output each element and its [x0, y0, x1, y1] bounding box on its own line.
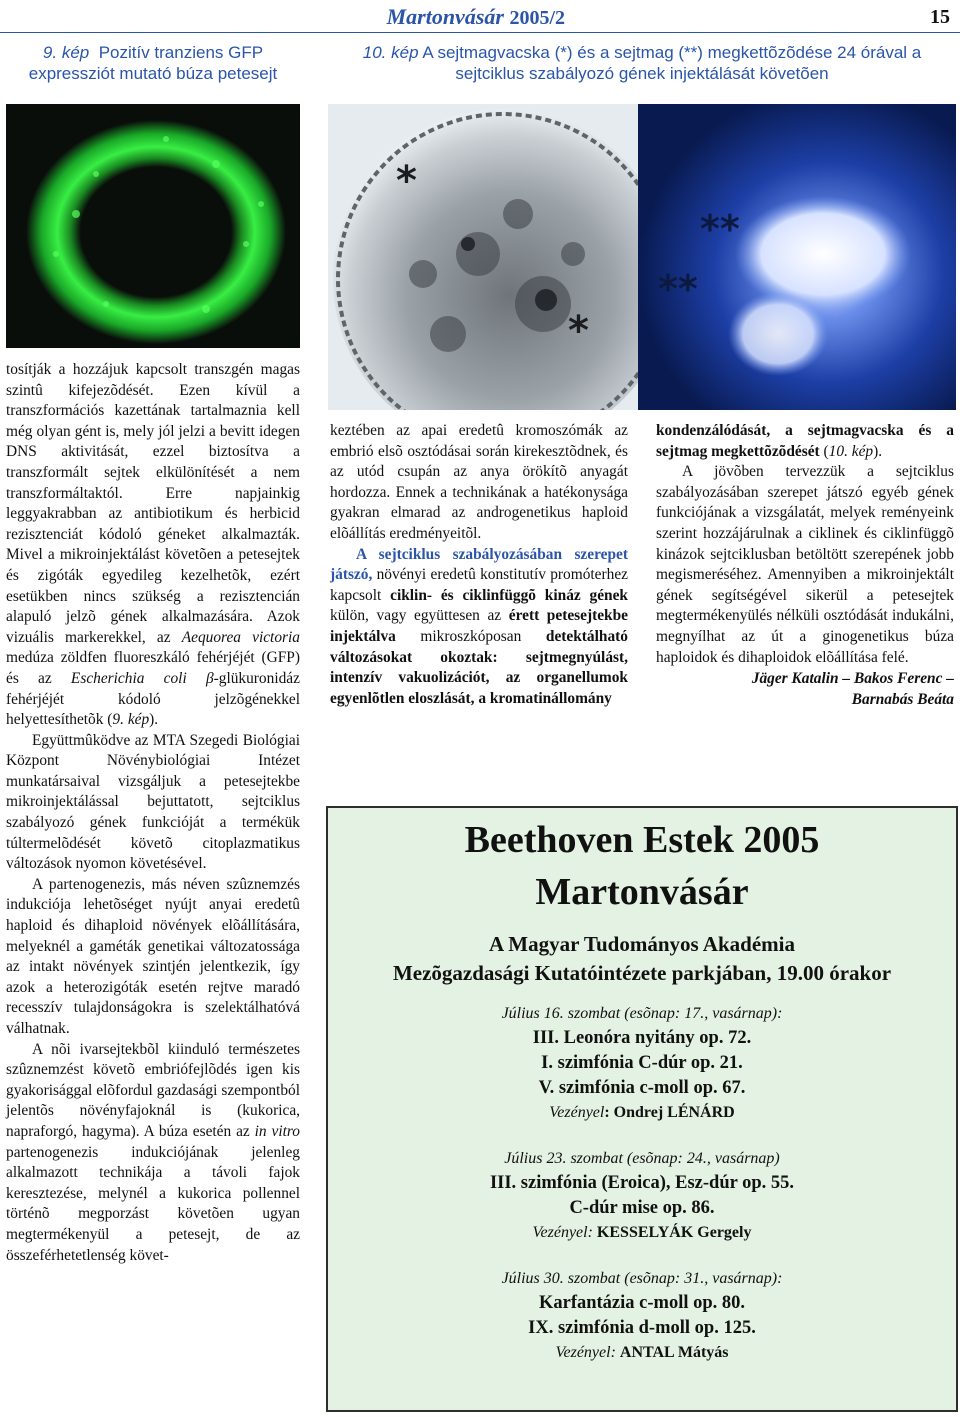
species-ecoli: Escherichia coli — [70, 669, 187, 687]
right-p1-bold: kondenzálódását, a sejtmagvacska és a sejtmag megkettõzõdését — [656, 422, 954, 460]
mid-p2a-text: növényi eredetû konstitutív promóterhez kapcsolt — [330, 566, 628, 604]
mid-paragraph-1: keztében az apai eredetû kromoszómák az embrió elsõ osztódásai során kirekesztõdnek, és az utód csupán az anya örökítõ anyagát hordozza. Ennek a technikának a hatékonysága gyakran elmarad az androgenetikus haploid elõállítás eredményeitõl. — [330, 422, 628, 542]
concert-2-conductor: KESSELYÁK Gergely — [596, 1224, 752, 1241]
concert-title: Beethoven Estek 2005 — [464, 819, 820, 861]
concert-1-piece-2: I. szimfónia C-dúr op. 21. — [541, 1053, 743, 1073]
concert-1-date: Július 16. szombat (esõnap: 17., vasárnap): — [501, 1005, 783, 1022]
left-p1b-text: medúza zöldfen fluoreszkáló fehérjéjét (GFP) és az — [6, 649, 300, 687]
figure-10-number: 10. kép — [362, 43, 419, 62]
figure-9-ref: 9. kép — [112, 711, 150, 729]
concert-organizer: A Magyar Tudományos Akadémia — [489, 932, 795, 956]
concert-2-piece-2: C-dúr mise op. 86. — [569, 1198, 715, 1218]
concert-2-date: Július 23. szombat (esõnap: 24., vasárnap) — [504, 1150, 780, 1167]
figure-9-caption — [6, 42, 300, 84]
middle-column — [330, 421, 628, 709]
concert-announcement-box — [326, 806, 958, 1412]
concert-1-piece-3: V. szimfónia c-moll op. 67. — [538, 1078, 746, 1098]
authors-line-2: Barnabás Beáta — [851, 690, 954, 708]
figure-10-mark-single-2: * — [568, 308, 589, 354]
left-paragraph-3: A partenogenezis, más néven szûznemzés indukciója lehetõséget nyújt anyai eredetû haploid és dihaploid növények elõállítására, melyeknél a gaméták genetikai változatossága az intakt növények szintjén jelentkezik, így azok a heterozigóták esetén rejtve maradó recesszív tulajdonságokra is szelektálhatóvá válhatnak. — [6, 875, 300, 1037]
left-p1-text: tosítják a hozzájuk kapcsolt transzgén magas szintû kifejezõdését. Ezen kívül a transzformációs kazettának tartalmaznia kell még olyan gént is, mely jól jelzi a bevitt idegen DNS aktivitását, ezzel biztosítva a transzformált sejtek elkülönítését a nem transzformáltaktól. Erre napjainkig leggyakrabban az antibiotikum és herbicid rezisztenciát kódoló géneket alkalmazták. Mivel a mikroinjektálást követõen a petesejtek és zigóták egyedileg kezelhetõk, ezért esetükben nincs szükség a rezisztencián alapuló jelzõ gének alkalmazására. Azok vizuális markerekkel, az — [6, 361, 300, 646]
mid-p2-bold-3: detektálható változásokat okoztak: sejtmegnyúlást, intenzív vakuolizációt, az organellumok egyenlõtlen eloszlását, a kromatinállomány — [330, 627, 628, 707]
concert-3-piece-1: Karfantázia c-moll op. 80. — [538, 1293, 746, 1313]
concert-1-conductor-sep: : — [604, 1104, 610, 1121]
left-p4a-text: A nõi ivarsejtekbõl kiinduló természetes szûznemzést követõ embriófejlõdés igen kis gyakorisággal elõfordul gazdasági szempontból jelentõs növényfajoknál is (kukorica, napraforgó, hagyma). A búza esetén az — [6, 1040, 300, 1140]
figure-10-mark-double-2: ** — [658, 267, 698, 311]
figure-10-text: A sejtmagvacska (*) és a sejtmag (**) megkettõzõdése 24 órával a sejtciklus szabályozó gének injektálását követõen — [422, 43, 922, 83]
left-p1d-text: ). — [149, 711, 159, 729]
concert-venue: Mezõgazdasági Kutatóintézete parkjában, 19.00 órakor — [392, 961, 892, 985]
left-paragraph-2: Együttmûködve az MTA Szegedi Biológiai Központ Növénybiológiai Intézet munkatársaival vizsgáljuk a petesejtekbe mikroinjektálással bejuttatott, sejtciklus szabályozó gének funkcióját a termékük túltermelõdését követõ citoplazmatikus változások nyomon követésével. — [6, 731, 300, 873]
concert-block-1 — [328, 1002, 956, 1125]
concert-1-piece-1: III. Leonóra nyitány op. 72. — [532, 1028, 752, 1048]
figure-9-text: Pozitív tranziens GFP expressziót mutató búza petesejt — [28, 43, 278, 83]
figure-9-image — [6, 104, 300, 348]
concert-3-piece-2: IX. szimfónia d-moll op. 125. — [528, 1318, 756, 1338]
concert-2-conductor-label: Vezényel: — [532, 1224, 593, 1241]
journal-title — [387, 4, 565, 30]
in-vitro-term: in vitro — [254, 1122, 300, 1140]
left-paragraph-1 — [6, 360, 300, 731]
figure-10-ref: 10. kép — [828, 442, 874, 460]
figure-10-right-image — [638, 104, 956, 410]
mid-paragraph-2 — [330, 545, 628, 710]
figure-10-mark-single: * — [396, 158, 417, 204]
left-column — [6, 360, 300, 1266]
concert-2-conductor-line — [328, 1221, 956, 1245]
mid-p2-bold-2: érett petesejtekbe injektálva — [330, 607, 629, 645]
right-paragraph-1: kondenzálódását, a sejtmagvacska és a sejtmag megkettõzõdését (10. kép). — [656, 422, 954, 460]
concert-3-date: Július 30. szombat (esõnap: 31., vasárnap): — [501, 1270, 783, 1287]
species-aequorea: Aequorea victoria — [181, 628, 300, 646]
left-p1c-text: -glükuronidáz fehérjéjét kódoló jelzõgénekkel helyettesíthetõk ( — [6, 669, 300, 729]
concert-location: Martonvásár — [535, 871, 749, 913]
header-rule — [0, 32, 960, 33]
figure-9-number: 9. kép — [42, 43, 90, 62]
left-p4b-text: partenogenezis indukciójának jelenleg alkalmazott technikája a távoli fajok keresztezése, melynél a kukorica pollennel történõ megporzást követõen ugyan megtermékenyül a petesejt, de az összeférhetetlenség követ- — [6, 1143, 300, 1264]
concert-3-conductor: ANTAL Mátyás — [619, 1344, 729, 1361]
figure-10-caption — [330, 42, 954, 84]
concert-1-conductor-label: Vezényel — [549, 1104, 605, 1121]
concert-2-piece-1: III. szimfónia (Eroica), Esz-dúr op. 55. — [489, 1173, 795, 1193]
journal-name: Martonvásár — [386, 4, 504, 29]
concert-1-conductor-line — [328, 1101, 956, 1125]
figure-10-mark-double: ** — [700, 207, 740, 251]
mid-p2-bold-1: ciklin- és ciklinfüggõ kináz gének — [390, 586, 628, 604]
right-paragraph-2: A jövõben tervezzük a sejtciklus szabályozásában szerepet játszó egyéb gének funkciójának a vizsgálatát, melyek reményeink szerint hozzájárulnak a ciklinek és ciklinfüggõ kinázok sejtciklusban betöltött szerepének jobb megismeréséhez. Amennyiben a mikroinjektált gének segítségével sikerül a petesejtek megtermékenyülés nélküli osztódását indukálni, megnyílhat az út a ginogenetikus búza haploidok és dihaploidok elõállítása felé. — [656, 463, 954, 666]
mid-p2c-text: mikroszkóposan — [420, 627, 522, 645]
figure-10-left-image — [328, 104, 638, 410]
authors-line-1: Jäger Katalin – Bakos Ferenc – — [751, 670, 954, 688]
concert-block-2 — [328, 1147, 956, 1245]
right-column — [656, 421, 954, 710]
journal-year: 2005/2 — [509, 7, 565, 29]
concert-1-conductor: Ondrej LÉNÁRD — [613, 1104, 735, 1121]
page-number: 15 — [930, 6, 950, 28]
beta-symbol: β — [205, 669, 214, 687]
concert-3-conductor-line — [328, 1341, 956, 1365]
left-paragraph-4 — [6, 1040, 300, 1267]
mid-p2-lead: A sejtciklus szabályozásában szerepet játszó, — [330, 545, 628, 584]
mid-p2b-text: külön, vagy együttesen az — [330, 607, 502, 625]
concert-3-conductor-label: Vezényel: — [555, 1344, 616, 1361]
concert-block-3 — [328, 1267, 956, 1365]
